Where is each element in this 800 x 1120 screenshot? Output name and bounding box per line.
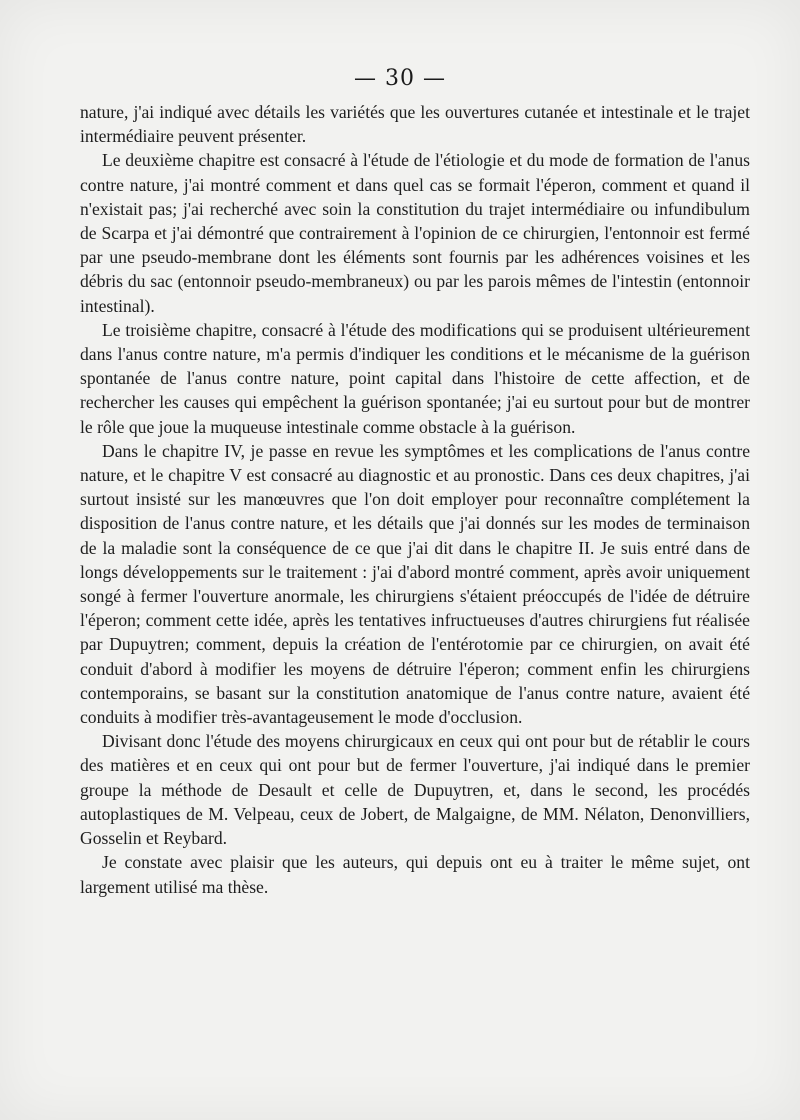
- paragraph: nature, j'ai indiqué avec détails les variétés que les ouvertures cutanée et intestinale et le trajet intermédiaire peuvent présenter.: [80, 102, 750, 147]
- paragraph: Dans le chapitre IV, je passe en revue les symptômes et les complications de l'anus contre nature, et le chapitre V est consacré au diagnostic et au pronostic. Dans ces deux chapitres, j'ai surtout insisté sur les manœuvres que l'on doit employer pour reconnaître complétement la disposition de l'anus contre nature, et les détails que j'ai donnés sur les modes de terminaison de la maladie sont la conséquence de ce que j'ai dit dans le chapitre II. Je suis entré dans de longs développements sur le traitement : j'ai d'abord montré comment, après avoir uniquement songé à fermer l'ouverture anormale, les chirurgiens s'étaient préoccupés de l'idée de détruire l'éperon; comment cette idée, après les tentatives infructueuses d'autres chirurgiens fut réalisée par Dupuytren; comment, depuis la création de l'entérotomie par ce chirurgien, on avait été conduit d'abord à modifier les moyens de détruire l'éperon; comment enfin les chirurgiens contemporains, se basant sur la constitution anatomique de l'anus contre nature, avaient été conduits à modifier très-avantageusement le mode d'occlusion.: [80, 440, 750, 728]
- body-text: [80, 100, 750, 899]
- paragraph: Divisant donc l'étude des moyens chirurgicaux en ceux qui ont pour but de rétablir le cours des matières et en ceux qui ont pour but de fermer l'ouverture, j'ai indiqué dans le premier groupe la méthode de Desault et celle de Dupuytren, et, dans le second, les procédés autoplastiques de M. Velpeau, ceux de Jobert, de Malgaigne, de MM. Nélaton, Denonvilliers, Gosselin et Reybard.: [80, 731, 750, 849]
- paragraph: Le deuxième chapitre est consacré à l'étude de l'étiologie et du mode de formation de l'anus contre nature, j'ai montré comment et dans quel cas se formait l'éperon, comment et quand il n'existait pas; j'ai recherché avec soin la constitution du trajet intermédiaire ou infundibulum de Scarpa et j'ai démontré que contrairement à l'opinion de ce chirurgien, l'entonnoir est fermé par une pseudo-membrane dont les éléments sont fournis par les adhérences voisines et les débris du sac (entonnoir pseudo-membraneux) ou par les parois mêmes de l'intestin (entonnoir intestinal).: [80, 150, 750, 316]
- page-number: — 30 —: [354, 66, 446, 91]
- paragraph: Je constate avec plaisir que les auteurs, qui depuis ont eu à traiter le même sujet, ont largement utilisé ma thèse.: [80, 852, 750, 897]
- paragraph: Le troisième chapitre, consacré à l'étude des modifications qui se produisent ultérieurement dans l'anus contre nature, m'a permis d'indiquer les conditions et le mécanisme de la guérison spontanée de l'anus contre nature, point capital dans l'histoire de cette affection, et de rechercher les causes qui empêchent la guérison spontanée; j'ai eu surtout pour but de montrer le rôle que joue la muqueuse intestinale comme obstacle à la guérison.: [80, 319, 750, 437]
